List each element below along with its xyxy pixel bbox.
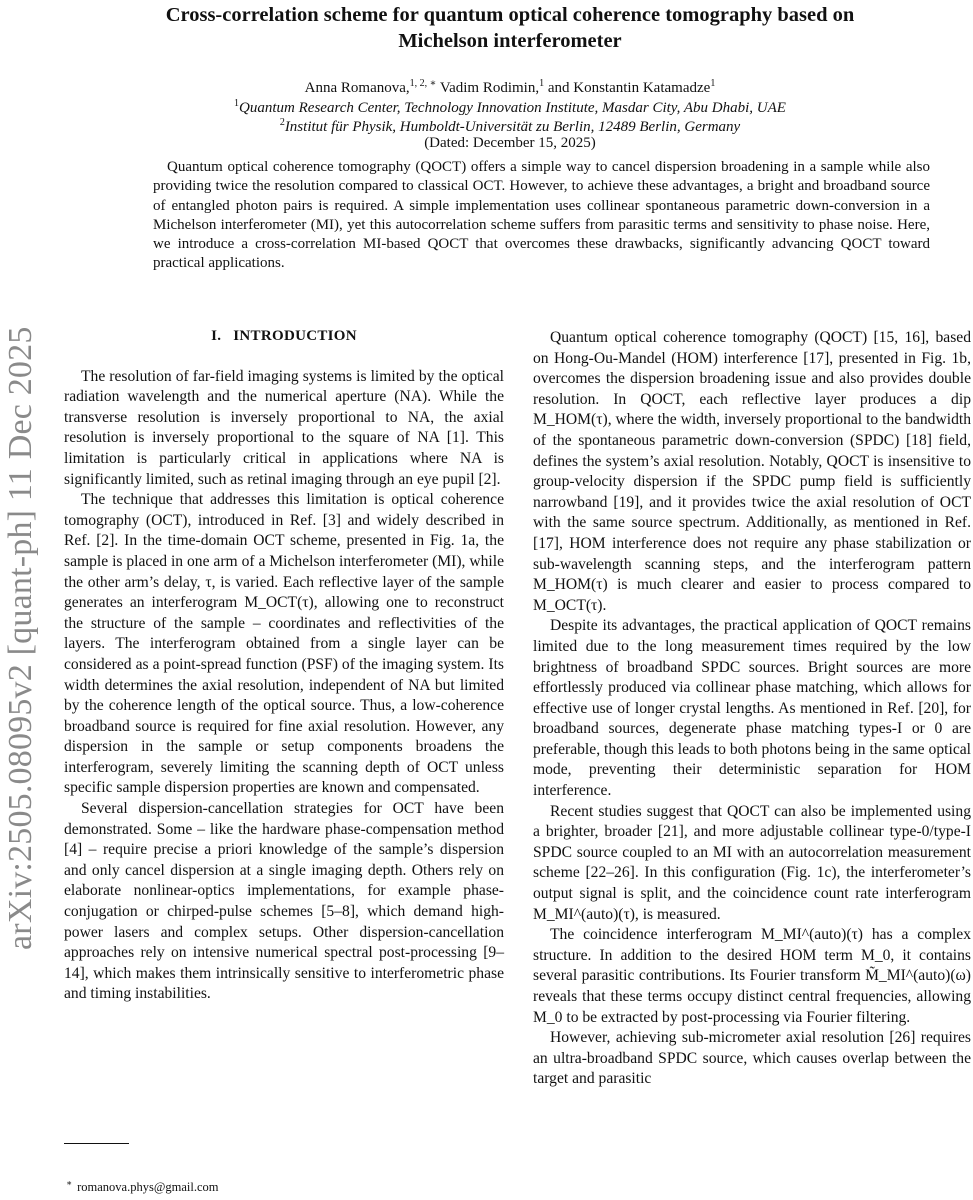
corresponding-email[interactable]: romanova.phys@gmail.com [77,1180,219,1195]
paragraph: The coincidence interferogram M_MI^(auto)(τ) has a complex structure. In addition to the desired HOM term M_0, it contains several parasitic contributions. Its Fourier transform M̃_MI^(auto)(ω) reveals that these terms occupy distinct central frequencies, allowing M_0 to be extracted by post-processing via Fourier filtering. [533,926,971,1026]
paragraph: The technique that addresses this limitation is optical coherence tomography (OCT), introduced in Ref. [3] and widely described in Ref. [2]. In the time-domain OCT scheme, presented in Fig. 1a, the sample is placed in one arm of a Michelson interferometer (MI), while the other arm’s delay, τ, is varied. Each reflective layer of the sample generates an interferogram M_OCT(τ), allowing one to reconstruct the structure of the sample – coordinates and reflectivities of the layers. The interferogram obtained from a single layer can be considered as a point-spread function (PSF) of the imaging system. Its width determines the axial resolution, independent of NA but limited by the coherence length of the optical source. Thus, a low-coherence broadband source is required for fine axial resolution. However, any dispersion in the sample or setup components broadens the interferogram, severely limiting the scanning depth of OCT unless specific sample dispersion properties are known and compensated. [64,491,504,797]
affiliation-marker: 2 [279,117,285,128]
paragraph: Despite its advantages, the practical application of QOCT remains limited due to the long measurement times required by the low brightness of broadband SPDC sources. Bright sources are more effortlessly produced via collinear phase matching, which allows for effective use of longer crystal lengths. As mentioned in Ref. [20], for broadband sources, degenerate phase matching types-I or 0 are preferable, though this leads to both photons being in the same optical mode, preventing their deterministic separation for HOM interference. [533,617,971,800]
author-name: and Konstantin Katamadze [544,80,711,96]
paragraph: Recent studies suggest that QOCT can also be implemented using a brighter, broader [21], and more adjustable collinear type-0/type-I SPDC source coupled to an MI with an autocorrelation measurement scheme [22–26]. In this configuration (Fig. 1c), the interferometer’s output signal is split, and the coincidence count rate interferogram M_MI^(auto)(τ), is measured. [533,802,971,923]
section-number: I. [211,328,222,344]
left-column [64,320,504,1005]
footnote-marker: ∗ [66,1178,73,1188]
affiliation-marker: 1 [234,98,240,109]
affiliation-text: Institut für Physik, Humboldt-Universität zu Berlin, 12489 Berlin, Germany [284,119,741,135]
section-title: INTRODUCTION [233,328,357,344]
author-affiliation-marker: 1 [710,78,716,89]
author-affiliation-marker: 1, 2, ∗ [409,78,437,89]
paragraph: However, achieving sub-micrometer axial resolution [26] requires an ultra-broadband SPDC source, which causes overlap between the target and parasitic [533,1029,971,1088]
author-affiliation-marker: 1 [539,78,545,89]
arxiv-identifier-stamp: arXiv:2505.08095v2 [quant-ph] 11 Dec 2025 [2,326,39,950]
abstract [153,158,930,274]
paper-title [110,2,910,54]
paragraph: Several dispersion-cancellation strategies for OCT have been demonstrated. Some – like the hardware phase-compensation method [4] – require precise a priori knowledge of the sample’s dispersion and only cancel dispersion at a single imaging depth. Others rely on elaborate nonlinear-optics implementations, for example phase-conjugation or chirped-pulse schemes [5–8], which demand high-power lasers and complex setups. Other dispersion-cancellation approaches rely on intensive numerical spectral post-processing [9–14], which makes them intrinsically sensitive to interferometric phase and timing instabilities. [64,800,504,1003]
author-name: Anna Romanova, [304,80,410,96]
footnote-divider [64,1143,129,1144]
title-line-2: Michelson interferometer [398,30,622,52]
section-heading [64,326,504,347]
date-line: (Dated: December 15, 2025) [424,135,596,151]
right-column [533,328,971,1090]
abstract-text: Quantum optical coherence tomography (QOCT) offers a simple way to cancel dispersion broadening in a sample while also providing twice the resolution compared to classical OCT. However, to achieve these advantages, a bright and broadband source of entangled photon pairs is required. A simple implementation uses collinear spontaneous parametric down-conversion in a Michelson interferometer (MI), yet this autocorrelation scheme suffers from parasitic terms and sensitivity to phase noise. Here, we introduce a cross-correlation MI-based QOCT that overcomes these drawbacks, significantly advancing QOCT toward practical applications. [153,159,930,272]
footnote [66,1178,218,1195]
paragraph: The resolution of far-field imaging systems is limited by the optical radiation wavelength and the numerical aperture (NA). While the transverse resolution is inversely proportional to NA, the axial resolution is inversely proportional to the square of NA [1]. This limitation is particularly critical in applications where NA is significantly limited, such as retinal imaging through an eye pupil [2]. [64,367,504,488]
author-name: Vadim Rodimin, [436,80,540,96]
affiliation-text: Quantum Research Center, Technology Innovation Institute, Masdar City, Abu Dhabi, UAE [239,100,786,116]
title-line-1: Cross-correlation scheme for quantum optical coherence tomography based on [165,4,855,26]
paragraph: Quantum optical coherence tomography (QOCT) [15, 16], based on Hong-Ou-Mandel (HOM) interference [17], presented in Fig. 1b, overcomes the dispersion broadening issue and also provides double resolution. In QOCT, each reflective layer produces a dip M_HOM(τ), where the width, inversely proportional to the bandwidth of the spontaneous parametric down-conversion (SPDC) [18] field, defines the system’s axial resolution. Notably, QOCT is insensitive to group-velocity dispersion if the SPDC pump field is sufficiently narrowband [19], and it provides twice the axial resolution of OCT with the same source spectrum. Additionally, as mentioned in Ref. [17], HOM interference does not require any phase stabilization or sub-wavelength scanning steps, and the interferogram pattern M_HOM(τ) is much clearer and easier to process compared to M_OCT(τ). [533,329,971,614]
